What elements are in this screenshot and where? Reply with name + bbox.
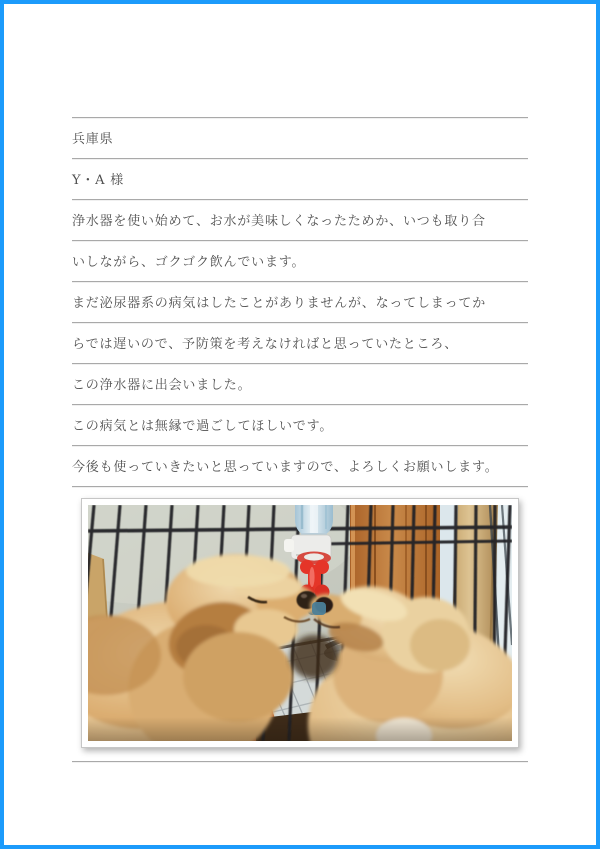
testimonial-line-text: らでは遅いので、予防策を考えなければと思っていたところ、: [72, 337, 459, 352]
dog-photo-illustration: [88, 505, 512, 741]
bottom-rule: [72, 761, 528, 762]
location-text: 兵庫県: [72, 132, 114, 147]
testimonial-line: [72, 322, 528, 363]
testimonial-line: [72, 240, 528, 281]
nozzle-tip: [312, 602, 326, 615]
dog-photo: [81, 498, 519, 748]
testimonial-line-text: この浄水器に出会いました。: [72, 378, 252, 393]
shadow-between-dogs: [290, 635, 338, 679]
testimonial-line: [72, 445, 528, 486]
testimonial-line: [72, 363, 528, 404]
testimonial-line: [72, 281, 528, 322]
testimonial-line-text: 今後も使っていきたいと思っていますので、よろしくお願いします。: [72, 460, 499, 475]
photo-section: [72, 486, 528, 761]
photo-vignette: [88, 717, 512, 741]
testimonial-content: [72, 4, 528, 762]
testimonial-line-text: まだ泌尿器系の病気はしたことがありませんが、なってしまってか: [72, 296, 487, 311]
testimonial-line: [72, 199, 528, 240]
testimonial-line-text: この病気とは無縁で過ごしてほしいです。: [72, 419, 334, 434]
testimonial-line-text: いしながら、ゴクゴク飲んでいます。: [72, 255, 306, 270]
customer-name-text: Y・A 様: [72, 173, 125, 188]
testimonial-line: [72, 404, 528, 445]
row-location: [72, 117, 528, 158]
top-spacer: [72, 4, 528, 117]
row-customer: [72, 158, 528, 199]
testimonial-line-text: 浄水器を使い始めて、お水が美味しくなったためか、いつも取り合: [72, 214, 486, 229]
